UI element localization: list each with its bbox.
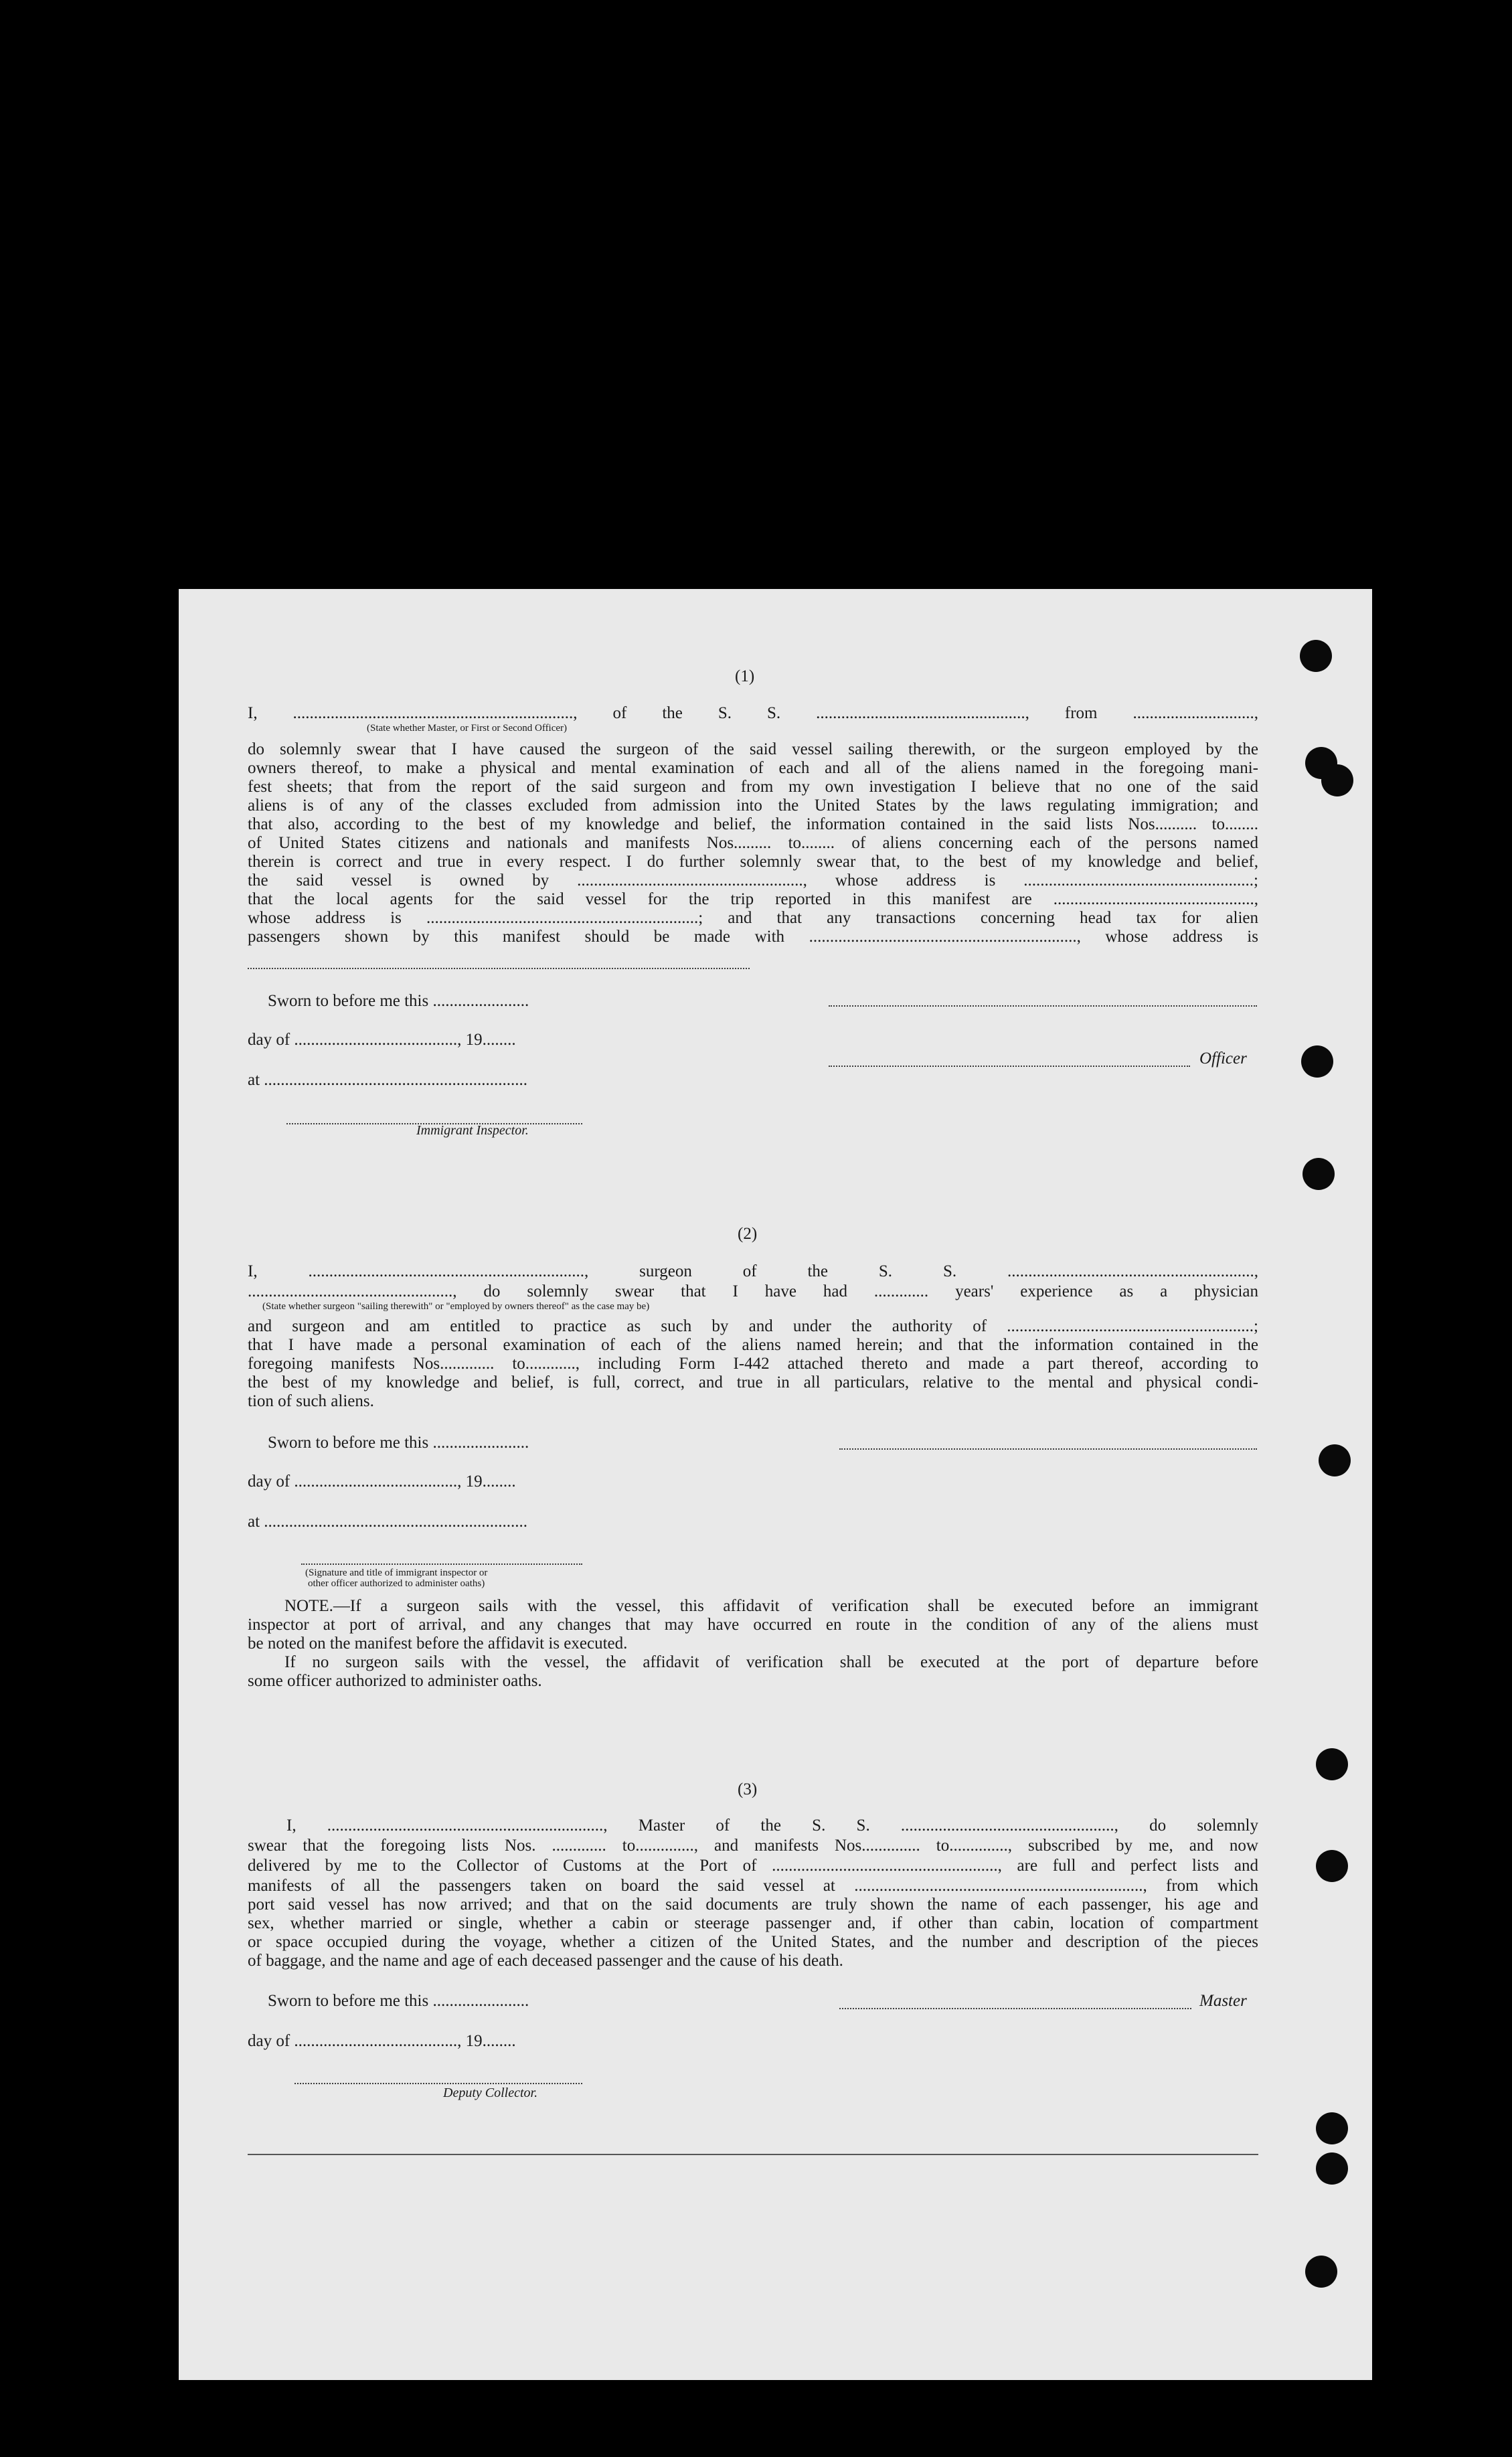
master-label: Master (1199, 1992, 1247, 2010)
section-1-line: do solemnly swear that I have caused the surgeon of the said vessel sailing therewith, or the surgeon employed by the (248, 740, 1258, 758)
section-1-line: whose address is .................................................................; and that any transactions concerning head tax for alien (248, 909, 1258, 927)
officer-signature-line (301, 1563, 582, 1565)
immigrant-inspector-label: Immigrant Inspector. (416, 1123, 529, 1138)
punch-hole (1300, 640, 1332, 672)
section-3-line: delivered by me to the Collector of Customs at the Port of ......................................................, are full and perfect lists and (248, 1857, 1258, 1875)
section-3-line: sex, whether married or single, whether a cabin or steerage passenger and, if other than cabin, location of compartment (248, 1914, 1258, 1932)
punch-hole (1319, 1444, 1351, 1476)
at-line: at ............................................................... (248, 1071, 528, 1089)
section-3-line: I, .................................................................., Master of the S. S. ..................................................., do solemnly (286, 1816, 1258, 1835)
section-2-caption: (State whether surgeon "sailing therewith" or "employed by owners thereof" as the case may be) (262, 1301, 650, 1312)
section-2-line: I, .................................................................., surgeon of the S. S. ..........................................................., (248, 1262, 1258, 1280)
signature-line (829, 1005, 1257, 1007)
note-line: NOTE.—If a surgeon sails with the vessel, this affidavit of verification shall be executed before an immigrant (284, 1597, 1258, 1615)
section-1-line: of United States citizens and nationals and manifests Nos......... to........ of aliens concerning each of the persons named (248, 834, 1258, 852)
collector-signature-line (295, 2083, 582, 2084)
section-1-line: fest sheets; that from the report of the said surgeon and from my own investigation I believe that no one of the said (248, 778, 1258, 796)
section-1-number: (1) (735, 667, 755, 685)
sworn-before-me: Sworn to before me this ....................... (268, 992, 529, 1010)
section-2-line: foregoing manifests Nos............. to............, including Form I-442 attached thereto and made a part thereof, according to (248, 1355, 1258, 1373)
day-of-line: day of ......................................., 19........ (248, 1031, 516, 1049)
punch-hole (1321, 764, 1353, 796)
punch-hole (1316, 2112, 1348, 2144)
section-1-line: owners thereof, to make a physical and mental examination of each and all of the aliens named in the foregoing mani- (248, 759, 1258, 777)
section-1-line: the said vessel is owned by ......................................................, whose address is .......................................................; (248, 871, 1258, 889)
master-signature-line (839, 2008, 1191, 2009)
section-2-line: and surgeon and am entitled to practice as such by and under the authority of ...........................................................; (248, 1317, 1258, 1335)
punch-hole (1316, 1748, 1348, 1780)
section-3-line: or space occupied during the voyage, whether a citizen of the United States, and the number and description of the pieces (248, 1933, 1258, 1951)
section-3-line: swear that the foregoing lists Nos. ............. to.............., and manifests Nos.............. to.............., subscribed by me, and now (248, 1837, 1258, 1855)
sworn-before-me: Sworn to before me this ....................... (268, 1992, 529, 2010)
section-1-caption: (State whether Master, or First or Second Officer) (367, 723, 568, 734)
note-line: If no surgeon sails with the vessel, the affidavit of verification shall be executed at the port of departure before (284, 1653, 1258, 1671)
signature-caption: (Signature and title of immigrant inspector or (305, 1568, 488, 1578)
bottom-rule (248, 2154, 1258, 2155)
section-1-line: I, ..................................................................., of the S. S. .................................................., from ............................., (248, 704, 1258, 722)
signature-caption: other officer authorized to administer oaths) (308, 1578, 485, 1589)
section-2-number: (2) (738, 1225, 758, 1243)
section-2-line: ................................................., do solemnly swear that I have had ............. years' experience as a physician (248, 1282, 1258, 1300)
sworn-before-me: Sworn to before me this ....................... (268, 1434, 529, 1452)
officer-label: Officer (1199, 1049, 1247, 1068)
section-1-line: passengers shown by this manifest should be made with ................................................................, whose address is (248, 928, 1258, 946)
section-1-line: that the local agents for the said vessel for the trip reported in this manifest are ................................................, (248, 890, 1258, 908)
section-2-line: tion of such aliens. (248, 1392, 374, 1410)
at-line: at ............................................................... (248, 1513, 528, 1531)
signature-line (839, 1448, 1257, 1450)
day-of-line: day of ......................................., 19........ (248, 1472, 516, 1491)
punch-hole (1316, 1850, 1348, 1882)
section-1-line: that also, according to the best of my knowledge and belief, the information contained in the said lists Nos.......... to........ (248, 815, 1258, 833)
note-line: some officer authorized to administer oaths. (248, 1672, 542, 1690)
punch-hole (1305, 2256, 1337, 2288)
deputy-collector-label: Deputy Collector. (443, 2086, 538, 2100)
day-of-line: day of ......................................., 19........ (248, 2032, 516, 2050)
section-2-line: the best of my knowledge and belief, is full, correct, and true in all particulars, relative to the mental and physical condi- (248, 1373, 1258, 1391)
section-3-line: manifests of all the passengers taken on board the said vessel at ....................................................................., from which (248, 1877, 1258, 1895)
note-line: be noted on the manifest before the affidavit is executed. (248, 1634, 628, 1653)
punch-hole (1316, 2152, 1348, 2185)
faded-reverse-header (299, 609, 313, 643)
officer-signature-line (829, 1066, 1190, 1067)
section-3-line: of baggage, and the name and age of each deceased passenger and the cause of his death. (248, 1952, 843, 1970)
section-3-line: port said vessel has now arrived; and that on the said documents are truly shown the name of each passenger, his age and (248, 1895, 1258, 1914)
section-1-line: therein is correct and true in every respect. I do further solemnly swear that, to the best of my knowledge and belief, (248, 853, 1258, 871)
note-line: inspector at port of arrival, and any changes that may have occurred en route in the condition of any of the aliens must (248, 1616, 1258, 1634)
section-3-number: (3) (738, 1780, 758, 1798)
section-1-line: aliens is of any of the classes excluded from admission into the United States by the laws regulating immigration; and (248, 796, 1258, 815)
punch-hole (1303, 1158, 1335, 1190)
section-2-line: that I have made a personal examination of each of the aliens named herein; and that the information contained in the (248, 1336, 1258, 1354)
signature-line (248, 968, 750, 969)
punch-hole (1301, 1045, 1333, 1078)
